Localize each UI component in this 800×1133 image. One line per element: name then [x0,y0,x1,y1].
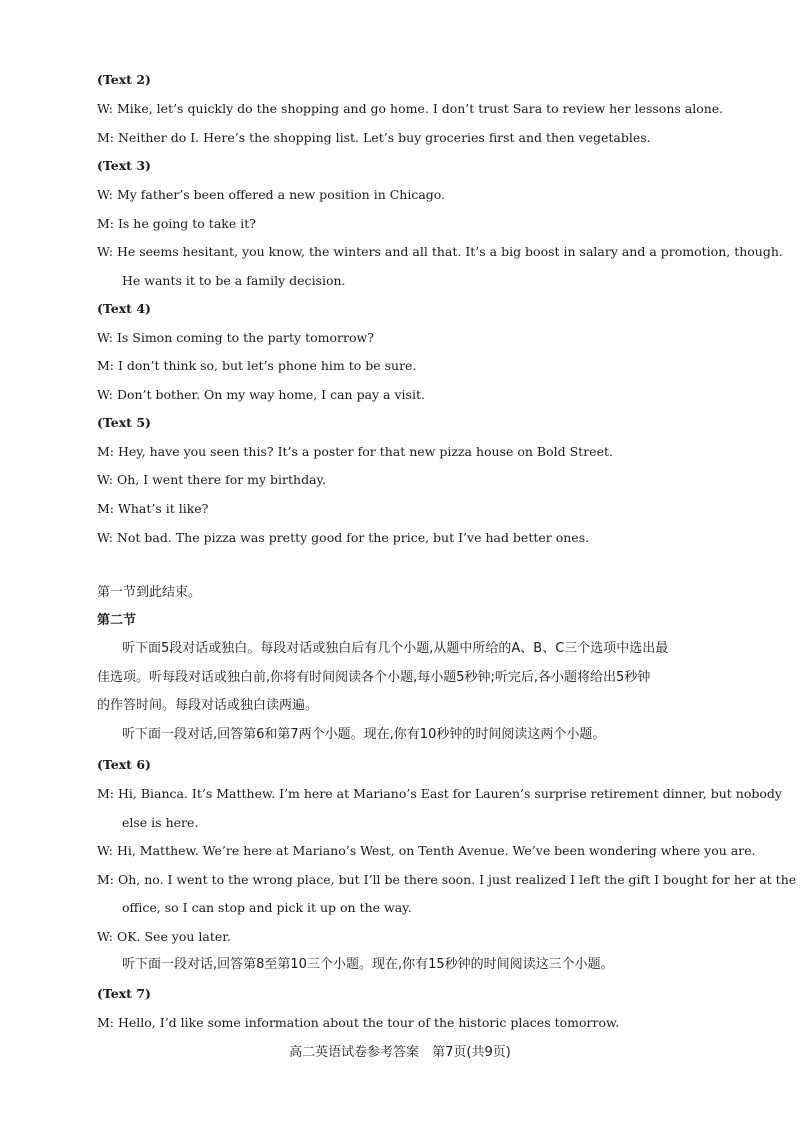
text5-heading: (Text 5) [97,415,151,430]
section2-instructions: 听下面5段对话或独白。每段对话或独白后有几个小题,从题中所给的A、B、C三个选项中选出最 [122,641,669,656]
text7-heading: (Text 7) [97,986,151,1001]
page-footer: 高二英语试卷参考答案 第7页(共9页) [289,1045,511,1060]
text3-heading: (Text 3) [97,158,151,173]
text4-heading: (Text 4) [97,301,151,316]
dialogue-line: M: Is he going to take it? [97,216,256,231]
text2-heading: (Text 2) [97,72,151,87]
dialogue-line: W: Is Simon coming to the party tomorrow? [97,330,374,345]
dialogue-line: M: What’s it like? [97,501,209,516]
section1-end-note: 第一节到此结束。 [97,585,202,600]
dialogue-line: W: OK. See you later. [97,929,231,944]
section2-instructions: 佳选项。听每段对话或独白前,你将有时间阅读各个小题,每小题5秒钟;听完后,各小题将给出5秒钟 [97,670,651,685]
dialogue-line: M: I don’t think so, but let’s phone him to be sure. [97,358,417,373]
text6-heading: (Text 6) [97,757,151,772]
dialogue-line-continuation: He wants it to be a family decision. [122,273,346,288]
dialogue-line: M: Neither do I. Here’s the shopping list. Let’s buy groceries first and then vegetables. [97,130,651,145]
dialogue-line: M: Hi, Bianca. It’s Matthew. I’m here at Mariano’s East for Lauren’s surprise retirement dinner, but nobody [97,786,782,801]
dialogue-line: W: Not bad. The pizza was pretty good for the price, but I’ve had better ones. [97,530,590,545]
section2-title: 第二节 [97,613,137,628]
dialogue-line: W: He seems hesitant, you know, the winters and all that. It’s a big boost in salary and a promotion, though. [97,244,783,259]
dialogue-line: M: Hello, I’d like some information about the tour of the historic places tomorrow. [97,1015,620,1030]
dialogue-line: W: Oh, I went there for my birthday. [97,472,326,487]
dialogue-line: W: Mike, let’s quickly do the shopping and go home. I don’t trust Sara to review her lessons alone. [97,101,724,116]
dialogue-line: W: Don’t bother. On my way home, I can pay a visit. [97,387,425,402]
dialogue-line: M: Oh, no. I went to the wrong place, but I’ll be there soon. I just realized I left the gift I bought for her at the [97,872,797,887]
dialogue-line: M: Hey, have you seen this? It’s a poster for that new pizza house on Bold Street. [97,444,613,459]
dialogue-line-continuation: office, so I can stop and pick it up on the way. [122,900,412,915]
section2-instructions: 的作答时间。每段对话或独白读两遍。 [97,698,319,713]
dialogue-line: W: Hi, Matthew. We’re here at Mariano’s West, on Tenth Avenue. We’ve been wondering where you are. [97,843,756,858]
prompt-questions-8-10: 听下面一段对话,回答第8至第10三个小题。现在,你有15秒钟的时间阅读这三个小题。 [122,957,614,972]
dialogue-line: W: My father’s been offered a new position in Chicago. [97,187,446,202]
dialogue-line-continuation: else is here. [122,815,199,830]
prompt-questions-6-7: 听下面一段对话,回答第6和第7两个小题。现在,你有10秒钟的时间阅读这两个小题。 [122,727,606,742]
